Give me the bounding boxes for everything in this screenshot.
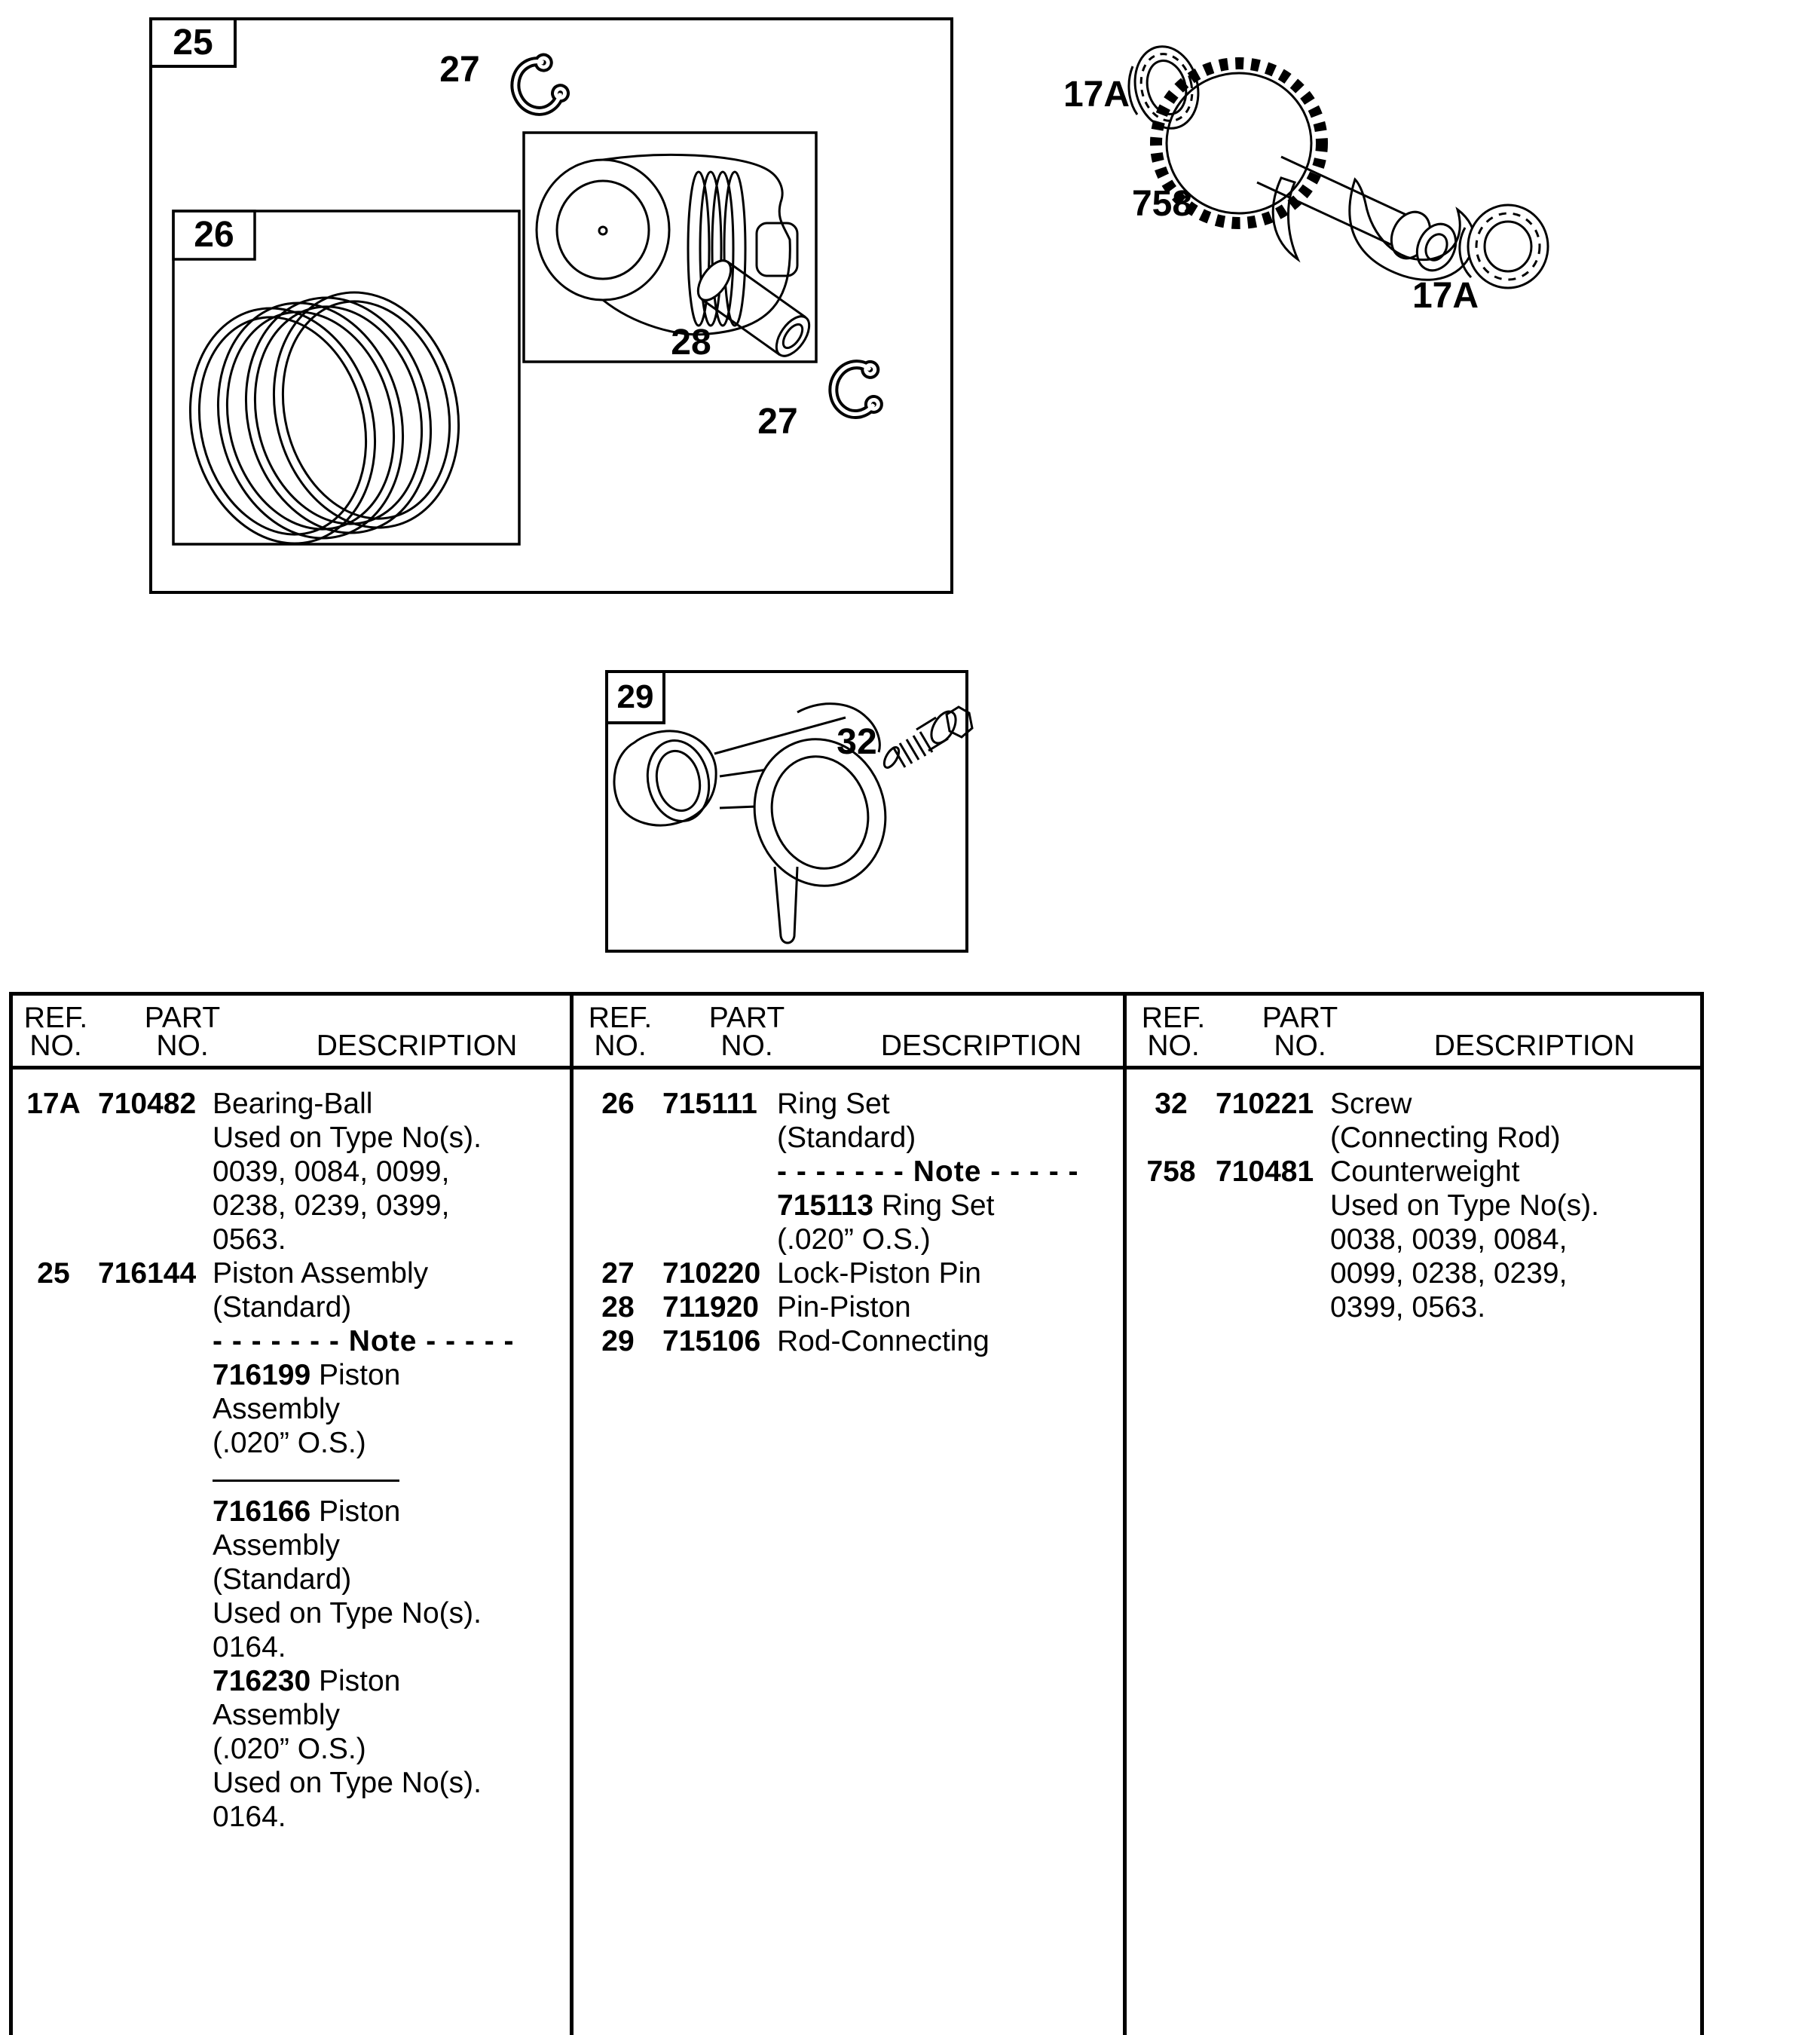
description-text: Bearing-Ball xyxy=(213,1088,373,1120)
description-text: (Standard) xyxy=(213,1563,352,1596)
description-text: (Standard) xyxy=(213,1291,352,1324)
table-row xyxy=(574,1087,1120,1256)
table-body xyxy=(1127,1087,1697,1324)
table-body xyxy=(574,1087,1120,1358)
part-number-inline: 716166 xyxy=(213,1495,311,1528)
description-line xyxy=(777,1324,1120,1358)
part-no: 710481 xyxy=(1216,1155,1314,1188)
description-line xyxy=(213,1698,567,1732)
description-text: Screw xyxy=(1330,1088,1412,1120)
description-line xyxy=(1330,1223,1697,1256)
description-line xyxy=(777,1290,1120,1324)
description-text: Used on Type No(s). xyxy=(213,1767,482,1799)
description-line xyxy=(1330,1290,1697,1324)
description-text: Rod-Connecting xyxy=(777,1325,990,1357)
callout-17a-bottom: 17A xyxy=(1412,276,1479,316)
piston-rings-icon xyxy=(166,273,482,564)
description-line xyxy=(213,1732,567,1766)
description xyxy=(777,1324,1120,1358)
description-line xyxy=(1330,1087,1697,1121)
description-text: Ring Set xyxy=(873,1189,995,1222)
note-line: - - - - - - - Note - - - - - xyxy=(777,1155,1079,1188)
ref-no: 25 xyxy=(37,1257,70,1290)
connecting-rod-screw-icon xyxy=(881,707,972,770)
callout-28: 28 xyxy=(671,323,711,363)
description-text: Used on Type No(s). xyxy=(213,1597,482,1630)
description-text: (Standard) xyxy=(777,1122,916,1154)
description-line xyxy=(1330,1121,1697,1155)
table-row xyxy=(9,1256,567,1834)
ref-no: 758 xyxy=(1146,1155,1196,1188)
description-line xyxy=(1330,1155,1697,1189)
description-text: Piston xyxy=(310,1665,401,1697)
callout-32: 32 xyxy=(837,722,877,762)
description-line xyxy=(213,1189,567,1223)
description-line xyxy=(213,1495,567,1529)
table-row xyxy=(9,1087,567,1256)
description-text: 0563. xyxy=(213,1223,286,1256)
description-line xyxy=(213,1596,567,1630)
description-line xyxy=(213,1562,567,1596)
description xyxy=(213,1087,567,1256)
description-divider xyxy=(213,1460,567,1495)
table-row xyxy=(1127,1155,1697,1324)
table-row xyxy=(574,1256,1120,1290)
ref-no: 32 xyxy=(1155,1088,1188,1120)
description-line xyxy=(777,1223,1120,1256)
exploded-view-artwork xyxy=(0,0,1820,972)
col-header-no: NO. xyxy=(720,1030,773,1062)
part-no: 716144 xyxy=(98,1257,197,1290)
table-row xyxy=(574,1290,1120,1324)
description-text: 0238, 0239, 0399, xyxy=(213,1189,450,1222)
description xyxy=(213,1256,567,1834)
description-line xyxy=(777,1189,1120,1223)
description-text: Pin-Piston xyxy=(777,1291,911,1324)
ref-no: 17A xyxy=(26,1088,81,1120)
description-text: 0039, 0084, 0099, xyxy=(213,1155,450,1188)
description-line xyxy=(777,1121,1120,1155)
callout-29: 29 xyxy=(616,678,654,715)
callout-27-bottom: 27 xyxy=(757,402,798,442)
ref-no: 27 xyxy=(601,1257,635,1290)
table-row xyxy=(574,1324,1120,1358)
description-text: Piston xyxy=(310,1495,401,1528)
piston-icon xyxy=(537,155,797,334)
description-line xyxy=(213,1426,567,1460)
col-header-no: NO. xyxy=(594,1030,647,1062)
callout-758: 758 xyxy=(1131,184,1193,224)
part-no: 715106 xyxy=(662,1325,761,1357)
col-header-no: NO. xyxy=(1274,1030,1326,1062)
description-line xyxy=(213,1256,567,1290)
description-line xyxy=(213,1529,567,1562)
description-text: 0099, 0238, 0239, xyxy=(1330,1257,1568,1290)
description-text: 0038, 0039, 0084, xyxy=(1330,1223,1568,1256)
description-line xyxy=(213,1121,567,1155)
description-line xyxy=(777,1087,1120,1121)
col-header-description: DESCRIPTION xyxy=(1433,1030,1635,1062)
description-text: Ring Set xyxy=(777,1088,890,1120)
counterweight-icon xyxy=(1156,63,1474,280)
col-header-description: DESCRIPTION xyxy=(880,1030,1082,1062)
description-text: 0164. xyxy=(213,1631,286,1663)
description-line xyxy=(213,1766,567,1800)
description-line xyxy=(213,1155,567,1189)
col-header-description: DESCRIPTION xyxy=(316,1030,518,1062)
description-text: (.020” O.S.) xyxy=(213,1427,366,1459)
description-line xyxy=(777,1256,1120,1290)
table-header-divider xyxy=(9,1066,1704,1070)
part-no: 715111 xyxy=(662,1088,757,1120)
part-no: 710221 xyxy=(1216,1088,1314,1120)
description-text: Assembly xyxy=(213,1529,341,1562)
col-header-ref: REF. xyxy=(23,1002,88,1034)
description-text: Used on Type No(s). xyxy=(1330,1189,1599,1222)
description-text: Used on Type No(s). xyxy=(213,1122,482,1154)
description-line xyxy=(213,1358,567,1392)
description-line xyxy=(1330,1189,1697,1223)
col-header-no: NO. xyxy=(29,1030,82,1062)
description-text: Assembly xyxy=(213,1393,341,1425)
description xyxy=(1330,1155,1697,1324)
description-line xyxy=(213,1800,567,1834)
description xyxy=(777,1256,1120,1290)
part-no: 710482 xyxy=(98,1088,197,1120)
part-number-inline: 716199 xyxy=(213,1359,311,1391)
piston-pin-lock-bottom-icon xyxy=(830,360,884,418)
description xyxy=(777,1290,1120,1324)
description-line xyxy=(213,1392,567,1426)
description-text: (.020” O.S.) xyxy=(213,1733,366,1765)
description-line xyxy=(213,1630,567,1664)
col-header-no: NO. xyxy=(1147,1030,1200,1062)
description-text: (Connecting Rod) xyxy=(1330,1122,1561,1154)
col-header-part: PART xyxy=(144,1002,221,1034)
ref-no: 28 xyxy=(601,1291,635,1324)
callout-17a-top: 17A xyxy=(1063,75,1130,115)
table-body xyxy=(9,1087,567,1834)
description-text: Assembly xyxy=(213,1699,341,1731)
piston-pin-lock-top-icon xyxy=(509,55,567,116)
callout-27-top: 27 xyxy=(439,50,480,90)
description xyxy=(1330,1087,1697,1155)
description-text: 0399, 0563. xyxy=(1330,1291,1486,1324)
description-text: (.020” O.S.) xyxy=(777,1223,931,1256)
part-number-inline: 715113 xyxy=(777,1189,873,1222)
col-header-no: NO. xyxy=(156,1030,209,1062)
table-row xyxy=(1127,1087,1697,1155)
part-number-inline: 716230 xyxy=(213,1665,311,1697)
ref-no: 29 xyxy=(601,1325,635,1357)
description-line xyxy=(213,1223,567,1256)
description-text: Counterweight xyxy=(1330,1155,1520,1188)
description-text: Lock-Piston Pin xyxy=(777,1257,981,1290)
note-line: - - - - - - - Note - - - - - xyxy=(213,1325,515,1357)
col-header-part: PART xyxy=(708,1002,785,1034)
description xyxy=(777,1087,1120,1256)
callout-26: 26 xyxy=(194,215,234,255)
table-top-border xyxy=(9,992,1704,996)
description-text: Piston Assembly xyxy=(213,1257,429,1290)
part-no: 710220 xyxy=(662,1257,761,1290)
ref-no: 26 xyxy=(601,1088,635,1120)
callout-25: 25 xyxy=(173,22,213,63)
col-header-part: PART xyxy=(1262,1002,1338,1034)
description-text: Piston xyxy=(310,1359,401,1391)
description-line xyxy=(213,1290,567,1324)
description-line xyxy=(1330,1256,1697,1290)
description-line xyxy=(213,1087,567,1121)
col-header-ref: REF. xyxy=(588,1002,653,1034)
part-no: 711920 xyxy=(662,1291,759,1324)
description-text: 0164. xyxy=(213,1801,286,1833)
table-right-border xyxy=(1700,992,1704,2035)
description-line xyxy=(213,1664,567,1698)
col-header-ref: REF. xyxy=(1141,1002,1206,1034)
